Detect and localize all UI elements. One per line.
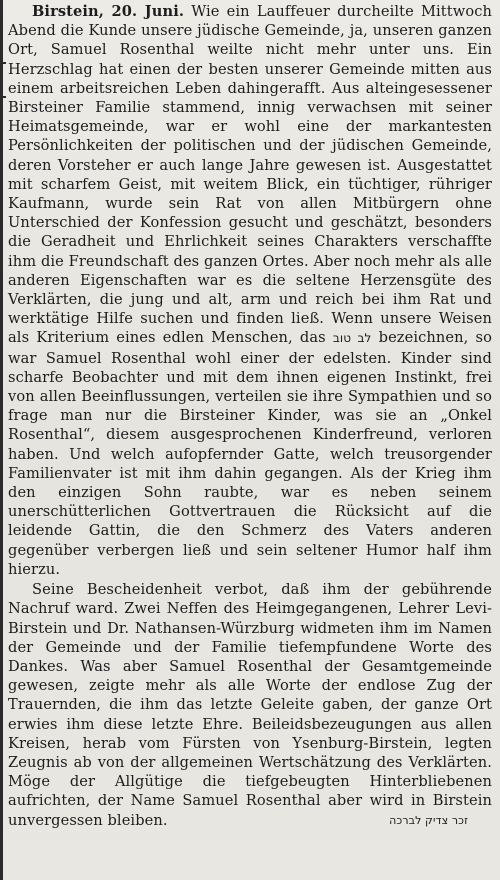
column-rule bbox=[0, 0, 3, 880]
hebrew-blessing: זכר צדיק לברכה bbox=[389, 813, 468, 827]
paragraph-1 bbox=[8, 2, 492, 579]
column-rule-mark bbox=[0, 96, 6, 98]
dateline: Birstein, 20. Juni. bbox=[32, 3, 185, 20]
paragraph-2-text: Seine Bescheidenheit verbot, daß ihm der gebührende Nachruf ward. Zwei Neffen des Heimgegangenen, Lehrer Levi-Birstein und Dr. Nathansen-Würzburg widmeten ihm im Namen der Gemeinde und der Familie tiefempfundene Worte des Dankes. Was aber Samuel Rosenthal der Gesamtgemeinde gewesen, zeigte mehr als alle Worte der endlose Zug der Trauernden, die ihm das letzte Geleite gaben, der ganze Ort erwies ihm diese letzte Ehre. Beileidsbezeugungen aus allen Kreisen, herab vom Fürsten von Ysenburg-Birstein, legten Zeugnis ab von der allgemeinen Wertschätzung des Verklärten. Möge der Allgütige die tiefgebeugten Hinterbliebenen aufrichten, der Name Samuel Rosenthal aber wird in Birstein unvergessen bleiben. bbox=[8, 581, 492, 829]
paragraph-1-text-a: Wie ein Lauffeuer durcheilte Mittwoch Abend die Kunde unsere jüdische Gemeinde, ja, unseren ganzen Ort, Samuel Rosenthal weilte nicht mehr unter uns. Ein Herzschlag hat einen der besten unserer Gemeinde mitten aus einem arbeitsreichen Leben dahingerafft. Aus alteingesessener Birsteiner Familie stammend, innig verwachsen mit seiner Heimatsgemeinde, war er wohl eine der markantesten Persönlichkeiten der politischen und der jüdischen Gemeinde, deren Vorsteher er auch lange Jahre gewesen ist. Ausgestattet mit scharfem Geist, mit weitem Blick, ein tüchtiger, rühriger Kaufmann, wurde sein Rat von allen Mitbürgern ohne Unterschied der Konfession gesucht und geschätzt, besonders die Geradheit und Ehrlichkeit seines Charakters verschaffte ihm die Freundschaft des ganzen Ortes. Aber noch mehr als alle anderen Eigenschaften war es die seltene Herzensgüte des Verklärten, die jung und alt, arm und reich bei ihm Rat und werktätige Hilfe suchen und finden ließ. Wenn unsere Weisen als Kriterium eines edlen Menschen, das bbox=[8, 3, 492, 347]
paragraph-2 bbox=[8, 580, 492, 830]
paragraph-1-text-b: bezeichnen, so war Samuel Rosenthal wohl einer der edelsten. Kinder sind scharfe Beobachter und mit dem ihnen eigenen Instinkt, frei von allen Beeinflussungen, verteilen sie ihre Sympathien und so frage man nur die Birsteiner Kinder, was sie an „Onkel Rosenthal“, diesem ausgesprochenen Kinderfreund, verloren haben. Und welch aufopfernder Gatte, welch treusorgender Familienvater ist mit ihm dahin gegangen. Als der Krieg ihm den einzigen Sohn raubte, war es neben seinem unerschütterlichen Gottvertrauen die Rücksicht auf die leidende Gattin, die den Schmerz des Vaters anderen gegenüber verbergen ließ und sein seltener Humor half ihm hierzu. bbox=[8, 329, 492, 578]
hebrew-term: לב טוב bbox=[332, 331, 372, 346]
obituary-article bbox=[8, 2, 492, 830]
column-rule-mark bbox=[0, 62, 6, 64]
